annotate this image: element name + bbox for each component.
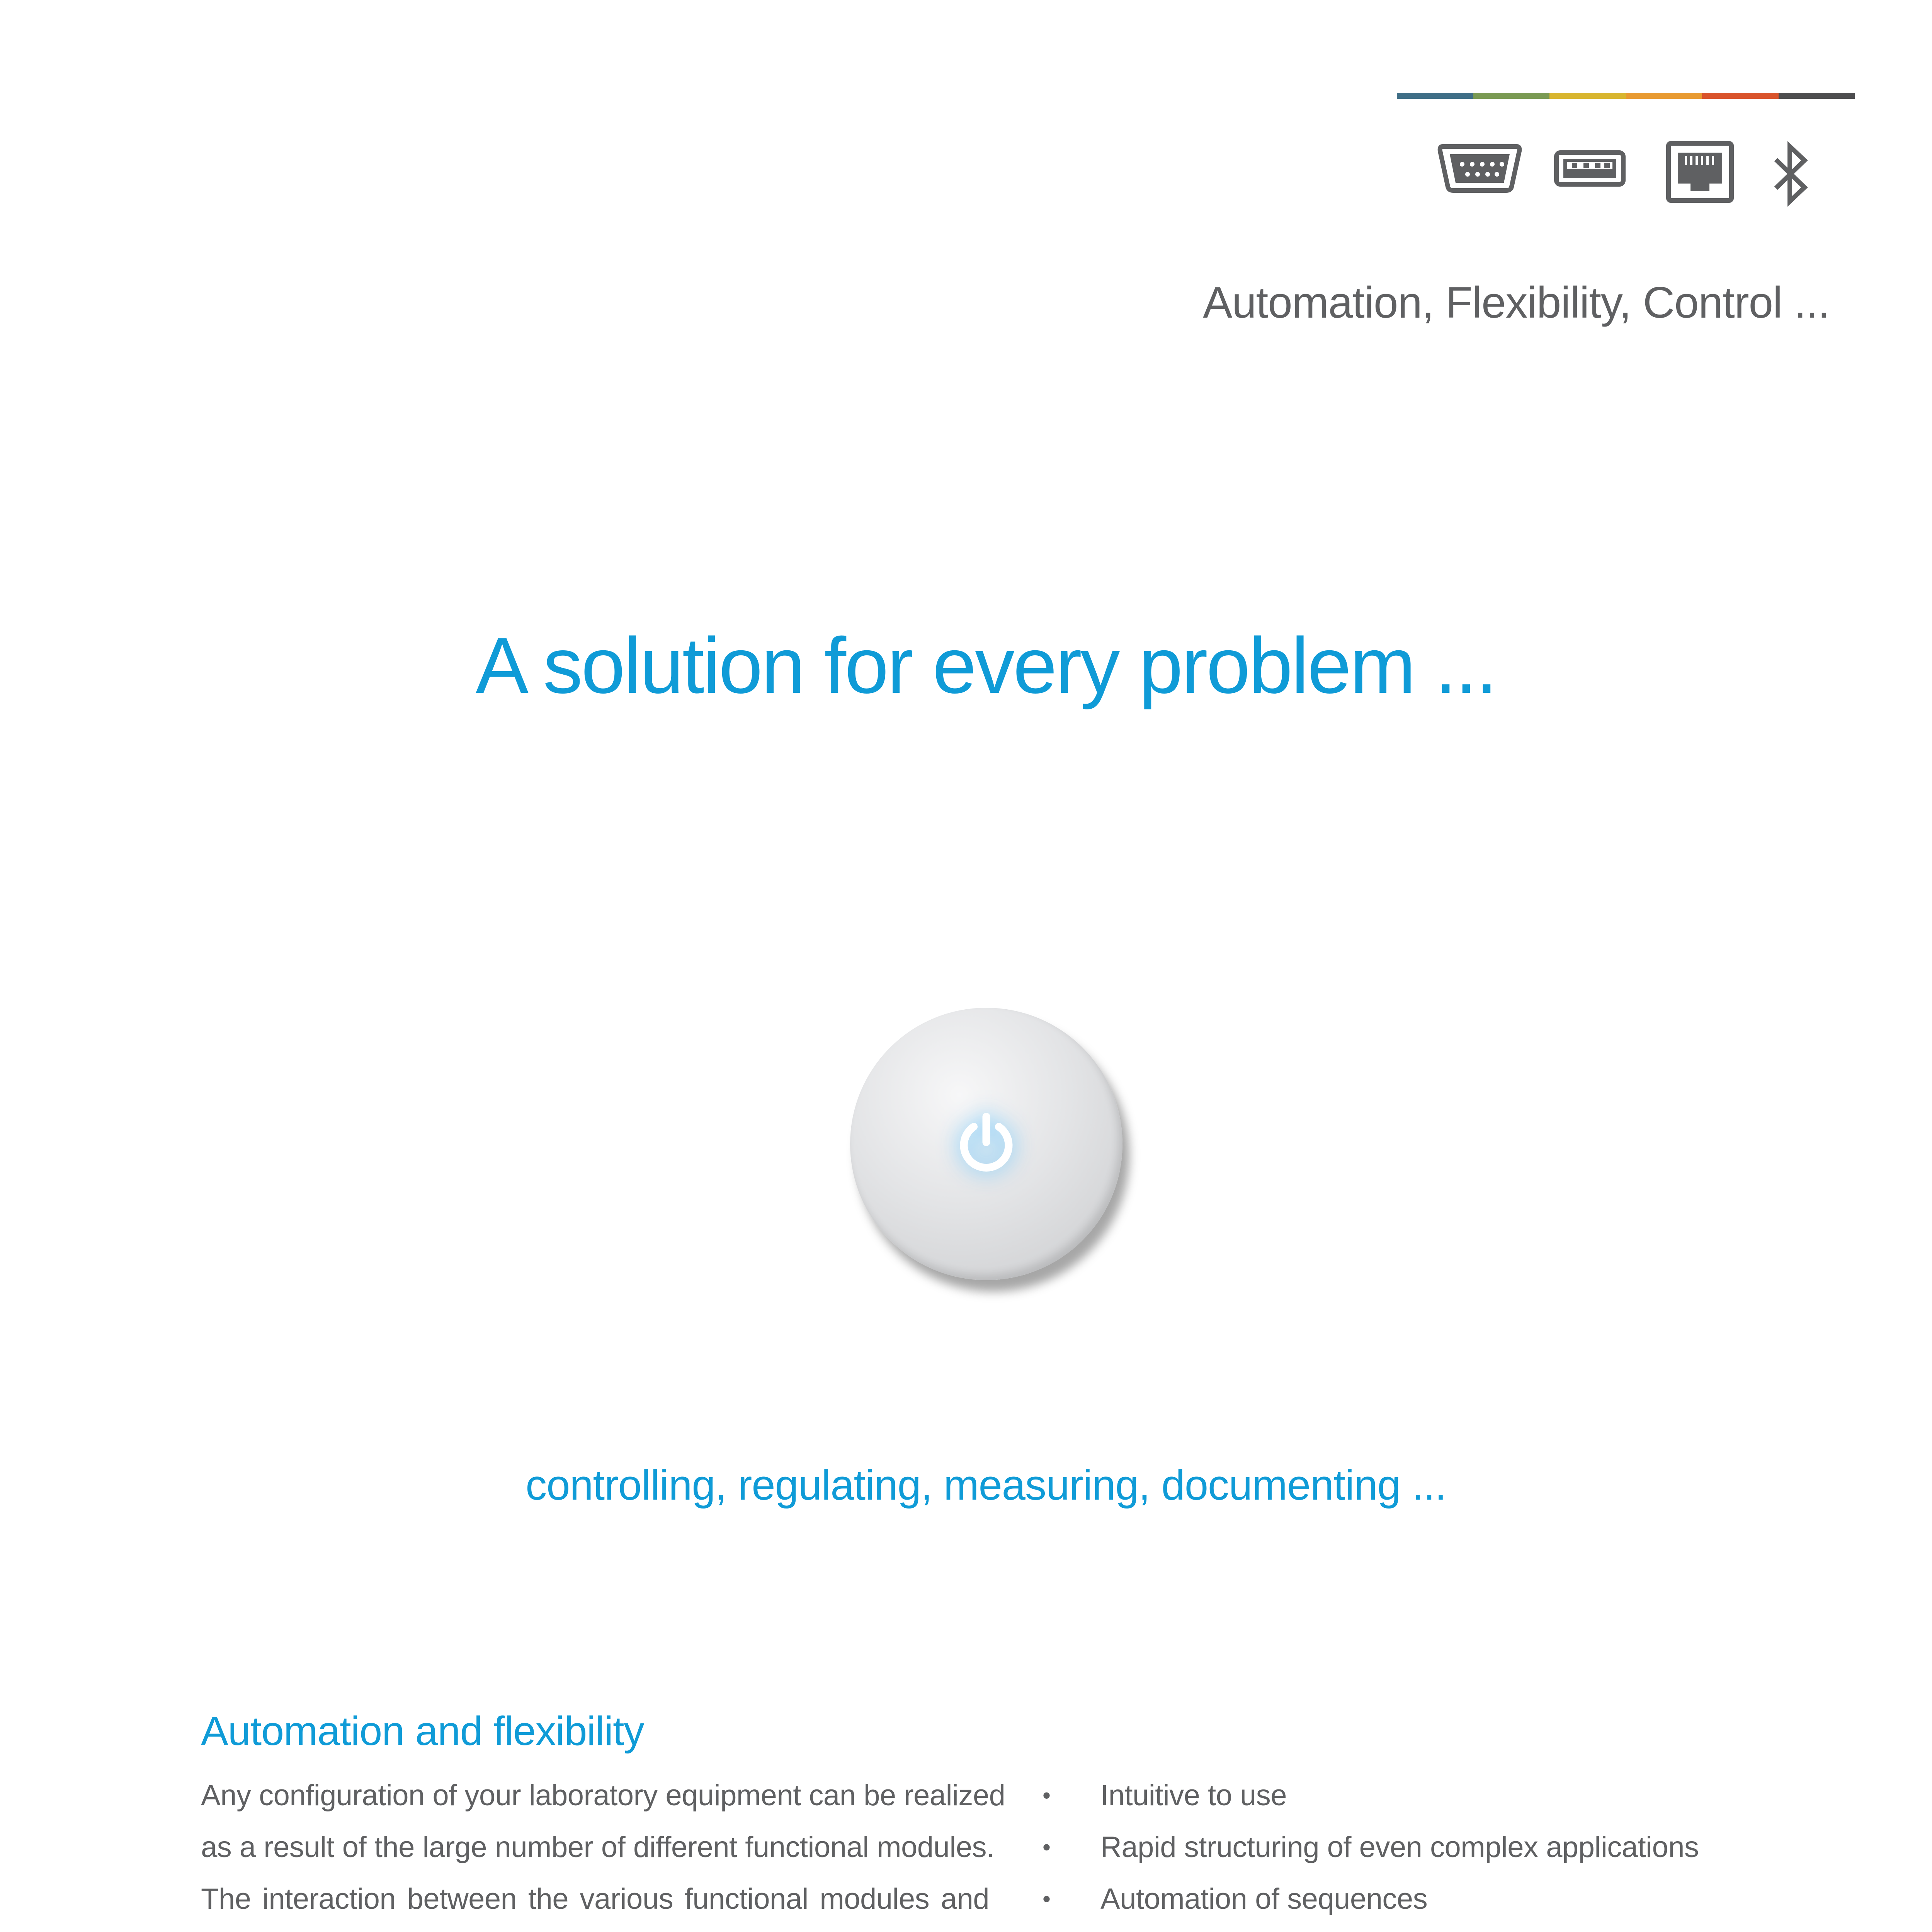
color-segment	[1702, 93, 1779, 99]
bullet-marker	[1043, 1925, 1051, 1932]
color-segment	[1779, 93, 1855, 99]
page-headline: A solution for every problem ...	[476, 621, 1496, 710]
list-item	[1043, 1770, 1835, 1821]
color-segment	[1626, 93, 1702, 99]
paragraph-line	[201, 1925, 989, 1932]
color-segment	[1473, 93, 1550, 99]
list-item	[1043, 1821, 1835, 1873]
paragraph-line: Any configuration of your laboratory equipment can be realized	[201, 1779, 1005, 1812]
header-color-rule	[1397, 93, 1855, 99]
bullet-marker: •	[1043, 1834, 1051, 1860]
ethernet-port-icon	[1666, 141, 1734, 203]
power-button[interactable]	[850, 1008, 1122, 1280]
serial-port-icon	[1438, 141, 1521, 195]
page-subline: controlling, regulating, measuring, documenting ...	[526, 1461, 1446, 1509]
list-item-label: Rapid structuring of even complex applications	[1100, 1831, 1699, 1864]
bluetooth-icon	[1770, 141, 1813, 207]
list-item	[1043, 1925, 1835, 1932]
bullet-marker: •	[1043, 1782, 1051, 1808]
bullet-marker: •	[1043, 1886, 1051, 1912]
color-segment	[1397, 93, 1473, 99]
color-segment	[1549, 93, 1626, 99]
list-item-label: Intuitive to use	[1100, 1779, 1287, 1812]
connector-icons	[1438, 141, 1825, 207]
automation-body	[201, 1770, 1005, 1932]
header-tagline: Automation, Flexibility, Control ...	[1203, 278, 1830, 327]
usb-port-icon	[1554, 141, 1626, 195]
list-item-label: Automation of sequences	[1100, 1883, 1428, 1915]
paragraph-line: The interaction between the various functional modules and	[201, 1883, 989, 1915]
feature-list	[1043, 1770, 1835, 1932]
paragraph-line: as a result of the large number of different functional modules.	[201, 1831, 995, 1864]
automation-title: Automation and flexibility	[201, 1708, 644, 1754]
list-item	[1043, 1873, 1835, 1925]
power-icon	[954, 1112, 1018, 1176]
